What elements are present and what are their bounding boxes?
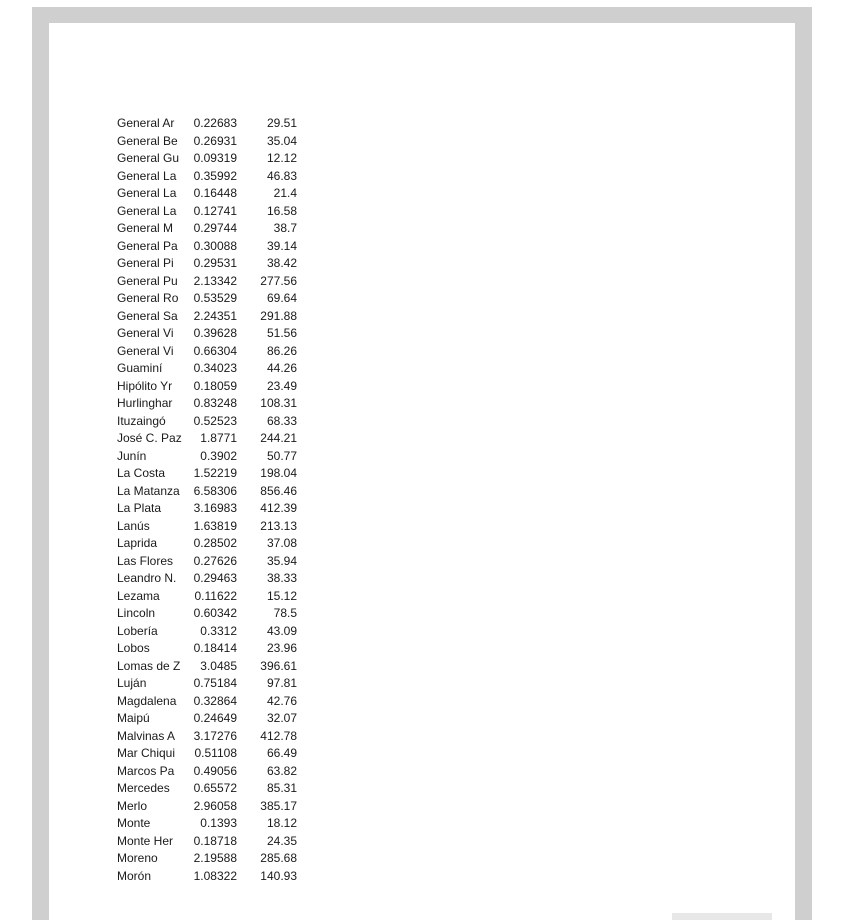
value-b-cell: 50.77 [266,448,297,463]
table-row [117,325,297,343]
value-b-cell: 68.33 [266,413,297,428]
table-row [117,150,297,168]
table-row [117,763,297,781]
value-b-cell: 63.82 [266,763,297,778]
value-a-cell: 6.58306 [193,483,237,498]
value-b-cell: 35.04 [266,133,297,148]
municipality-cell: Lanús [117,518,150,533]
municipality-cell: Luján [117,676,147,690]
table-row [117,570,297,588]
table-row [117,448,297,466]
document-page [49,23,795,920]
municipality-cell: Malvinas A [117,728,176,743]
municipality-cell: General Ar [117,116,175,130]
value-b-cell: 44.26 [266,361,297,375]
table-row [117,798,297,816]
value-a-cell: 0.29531 [193,256,237,270]
municipality-cell: Lomas de Z [117,658,181,673]
table-row [117,255,297,273]
municipality-cell: Marcos Pa [117,763,175,778]
table-row [117,693,297,711]
value-a-cell: 0.18059 [193,378,237,393]
value-b-cell: 277.56 [260,273,297,288]
value-a-cell: 0.12741 [193,203,237,218]
table-row [117,675,297,693]
table-row [117,605,297,623]
table-row [117,833,297,851]
municipality-cell: Monte Her [117,833,174,848]
value-b-cell: 18.12 [266,816,297,830]
municipality-cell: Morón [117,868,152,883]
table-row [117,500,297,518]
value-a-cell: 1.08322 [193,868,237,883]
municipality-cell: Guaminí [117,361,163,375]
value-a-cell: 2.24351 [193,308,237,323]
table-row [117,518,297,536]
value-b-cell: 213.13 [260,518,297,533]
table-row [117,553,297,571]
value-a-cell: 0.30088 [193,238,237,253]
municipality-cell: General M [117,221,174,235]
table-row [117,290,297,308]
value-b-cell: 412.39 [260,501,297,515]
value-a-cell: 0.18718 [193,833,237,848]
viewer-footer-control[interactable] [672,913,772,920]
value-b-cell: 85.31 [266,781,297,795]
value-a-cell: 3.16983 [193,501,237,515]
value-a-cell: 0.34023 [193,361,237,375]
municipality-cell: Magdalena [117,693,177,708]
municipality-cell: Hipólito Yr [117,378,173,393]
value-b-cell: 38.42 [266,256,297,270]
value-a-cell: 0.51108 [194,746,237,760]
value-b-cell: 29.51 [266,116,297,130]
value-b-cell: 21.4 [273,186,297,200]
value-a-cell: 0.24649 [193,711,237,725]
value-b-cell: 12.12 [266,151,297,165]
table-row [117,535,297,553]
value-a-cell: 1.63819 [193,518,237,533]
value-a-cell: 0.35992 [193,168,237,183]
previous-page-edge [32,0,812,7]
table-row [117,133,297,151]
table-row [117,378,297,396]
value-b-cell: 15.12 [266,588,297,603]
table-row [117,220,297,238]
value-a-cell: 0.27626 [193,553,237,568]
document-viewer[interactable] [32,0,812,920]
value-b-cell: 198.04 [260,466,297,480]
municipality-cell: Las Flores [117,553,174,568]
value-b-cell: 856.46 [260,483,297,498]
municipality-cell: General La [117,186,177,200]
value-a-cell: 0.26931 [193,133,237,148]
value-a-cell: 0.22683 [193,116,237,130]
value-b-cell: 23.49 [266,378,297,393]
value-a-cell: 0.11622 [194,588,237,603]
table-row [117,430,297,448]
municipality-cell: La Costa [117,466,166,480]
table-row [117,483,297,501]
value-a-cell: 0.28502 [193,536,237,550]
data-table [117,115,297,885]
value-b-cell: 69.64 [266,291,297,305]
value-a-cell: 0.16448 [193,186,237,200]
table-row [117,413,297,431]
value-b-cell: 396.61 [260,658,297,673]
value-a-cell: 0.65572 [193,781,237,795]
value-a-cell: 0.75184 [193,676,237,690]
table-row [117,623,297,641]
municipality-cell: Lezama [117,588,160,603]
value-b-cell: 43.09 [266,623,297,638]
value-b-cell: 291.88 [260,308,297,323]
table-row [117,745,297,763]
value-b-cell: 97.81 [266,676,297,690]
municipality-cell: General Pu [117,273,178,288]
table-row [117,728,297,746]
table-row [117,850,297,868]
municipality-cell: General Be [117,133,178,148]
table-row [117,710,297,728]
value-b-cell: 108.31 [260,396,297,410]
value-a-cell: 0.18414 [193,641,237,655]
value-b-cell: 46.83 [266,168,297,183]
value-b-cell: 42.76 [266,693,297,708]
municipality-cell: Junín [117,448,147,463]
value-a-cell: 0.09319 [193,151,237,165]
value-a-cell: 0.52523 [193,413,237,428]
municipality-cell: La Plata [117,501,162,515]
municipality-cell: General Vi [117,326,174,340]
municipality-cell: Leandro N. [117,571,177,585]
municipality-cell: General Pi [117,256,174,270]
municipality-cell: Lobos [117,641,150,655]
value-a-cell: 0.66304 [193,343,237,358]
value-a-cell: 2.13342 [193,273,237,288]
value-b-cell: 23.96 [266,641,297,655]
value-b-cell: 86.26 [266,343,297,358]
municipality-cell: Laprida [117,536,158,550]
value-b-cell: 32.07 [266,711,297,725]
value-a-cell: 0.1393 [200,816,237,830]
municipality-cell: Hurlinghar [117,396,173,410]
table-row [117,815,297,833]
value-a-cell: 0.29744 [193,221,237,235]
table-row [117,640,297,658]
value-a-cell: 2.96058 [193,798,237,813]
value-b-cell: 78.5 [273,606,297,620]
value-a-cell: 0.60342 [193,606,237,620]
value-a-cell: 0.3902 [200,448,237,463]
value-a-cell: 1.8771 [200,431,237,445]
table-row [117,343,297,361]
value-a-cell: 0.49056 [193,763,237,778]
table-row [117,465,297,483]
value-b-cell: 38.33 [266,571,297,585]
value-b-cell: 24.35 [266,833,297,848]
value-a-cell: 0.32864 [193,693,237,708]
value-b-cell: 51.56 [266,326,297,340]
table-row [117,185,297,203]
municipality-cell: General La [117,203,177,218]
municipality-cell: José C. Paz [117,431,182,445]
municipality-cell: General Pa [117,238,178,253]
value-b-cell: 285.68 [260,851,297,865]
municipality-cell: General Vi [117,343,174,358]
municipality-cell: General La [117,168,177,183]
value-a-cell: 0.53529 [193,291,237,305]
table-row [117,780,297,798]
value-a-cell: 2.19588 [193,851,237,865]
value-a-cell: 0.29463 [193,571,237,585]
table-row [117,308,297,326]
municipality-cell: Lincoln [117,606,156,620]
value-b-cell: 412.78 [260,728,297,743]
table-row [117,658,297,676]
value-a-cell: 3.17276 [193,728,237,743]
municipality-cell: General Gu [117,151,180,165]
municipality-cell: Monte [117,816,151,830]
value-b-cell: 37.08 [266,536,297,550]
table-row [117,588,297,606]
value-a-cell: 1.52219 [193,466,237,480]
table-row [117,360,297,378]
municipality-cell: Lobería [117,623,158,638]
table-row [117,395,297,413]
value-a-cell: 0.3312 [200,623,237,638]
value-b-cell: 244.21 [260,431,297,445]
table-row [117,115,297,133]
municipality-cell: Moreno [117,851,158,865]
municipality-cell: General Ro [117,291,179,305]
municipality-cell: Ituzaingó [117,413,166,428]
table-row [117,168,297,186]
value-b-cell: 140.93 [260,868,297,883]
value-b-cell: 35.94 [266,553,297,568]
municipality-cell: Mar Chiqui [117,746,176,760]
table-body [117,115,297,885]
value-b-cell: 385.17 [260,798,297,813]
municipality-cell: Merlo [117,798,148,813]
table-row [117,868,297,886]
table-row [117,203,297,221]
municipality-cell: Maipú [117,711,150,725]
value-a-cell: 0.39628 [193,326,237,340]
value-a-cell: 0.83248 [193,396,237,410]
table-row [117,273,297,291]
value-b-cell: 16.58 [266,203,297,218]
value-b-cell: 39.14 [266,238,297,253]
value-b-cell: 38.7 [273,221,297,235]
municipality-cell: La Matanza [117,483,180,498]
municipality-cell: General Sa [117,308,178,323]
municipality-cell: Mercedes [117,781,170,795]
value-a-cell: 3.0485 [200,658,237,673]
table-row [117,238,297,256]
value-b-cell: 66.49 [266,746,297,760]
